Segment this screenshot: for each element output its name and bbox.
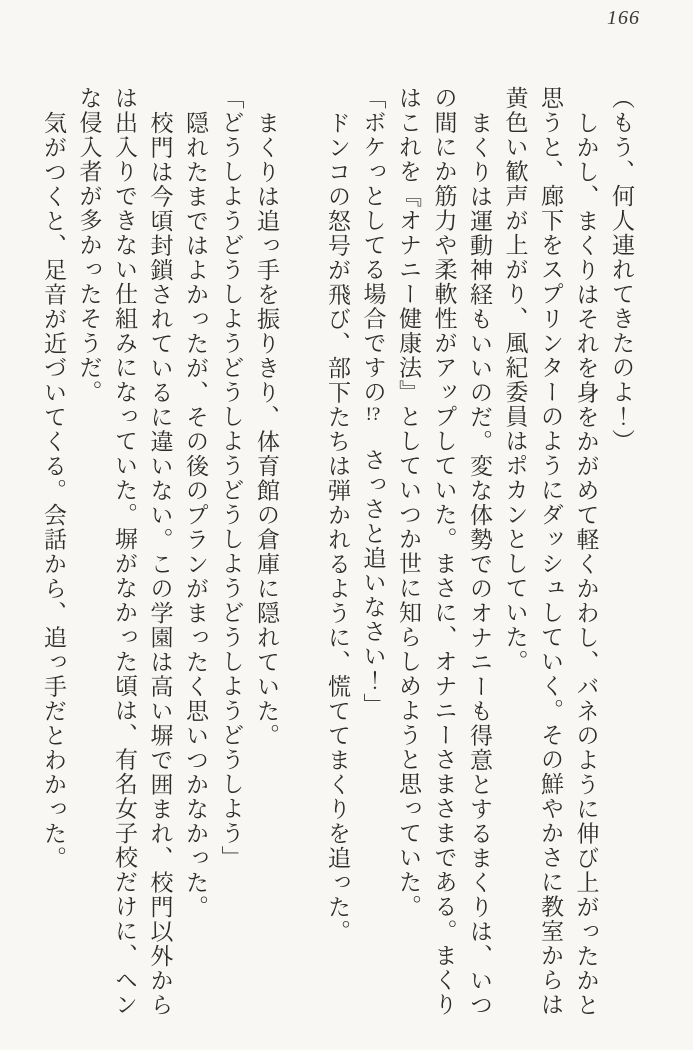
text-column: ドンコの怒号が飛び、部下たちは弾かれるように、慌ててまくりを追った。 bbox=[325, 111, 350, 944]
text-column: 校門は今頃封鎖されているに違いない。この学園は高い塀で囲まれ、校門以外から bbox=[147, 111, 173, 1018]
dialogue-segment: 「ボケっとしてる場合ですの bbox=[360, 86, 386, 405]
text-area bbox=[36, 86, 640, 1031]
text-column: の間にか筋力や柔軟性がアップしていた。まさに、オナニーさまさまである。まくり bbox=[431, 86, 457, 1017]
dialogue-segment: さっさと追いなさい！」 bbox=[360, 423, 386, 718]
text-column: な侵入者が多かったそうだ。 bbox=[76, 86, 102, 405]
text-column: しかし、まくりはそれを身をかがめて軽くかわし、バネのように伸び上がったかと bbox=[573, 111, 599, 1018]
blank-line-scene-break bbox=[284, 86, 320, 1031]
text-column-dialogue bbox=[355, 86, 391, 1031]
text-column: はこれを『オナニー健康法』としていつか世に知らしめようと思っていた。 bbox=[396, 86, 421, 919]
tate-chu-yoko-interrobang: !? bbox=[365, 404, 381, 424]
text-column: 思うと、廊下をスプリンターのようにダッシュしていく。その鮮やかさに教室からは bbox=[538, 86, 563, 1017]
text-column-parenthetical-thought: （もう、何人連れてきたのよ！） bbox=[609, 86, 634, 454]
page-number: 166 bbox=[607, 7, 640, 29]
text-column-dialogue: 「どうしようどうしようどうしようどうしようどうしようどうしよう」 bbox=[218, 86, 244, 870]
text-column: 黄色い歓声が上がり、風紀委員はポカンとしていた。 bbox=[502, 86, 528, 674]
text-column: 隠れたまではよかったが、その後のプランがまったく思いつかなかった。 bbox=[183, 111, 208, 920]
text-column: まくりは追っ手を振りきり、体育館の倉庫に隠れていた。 bbox=[254, 111, 279, 748]
text-column: は出入りできない仕組みになっていた。塀がなかった頃は、有名女子校だけに、ヘン bbox=[112, 86, 137, 1017]
text-column: 気がつくと、足音が近づいてくる。会話から、追っ手だとわかった。 bbox=[41, 111, 66, 871]
text-column: まくりは運動神経もいいのだ。変な体勢でのオナニーも得意とするまくりは、いつ bbox=[467, 111, 492, 1018]
